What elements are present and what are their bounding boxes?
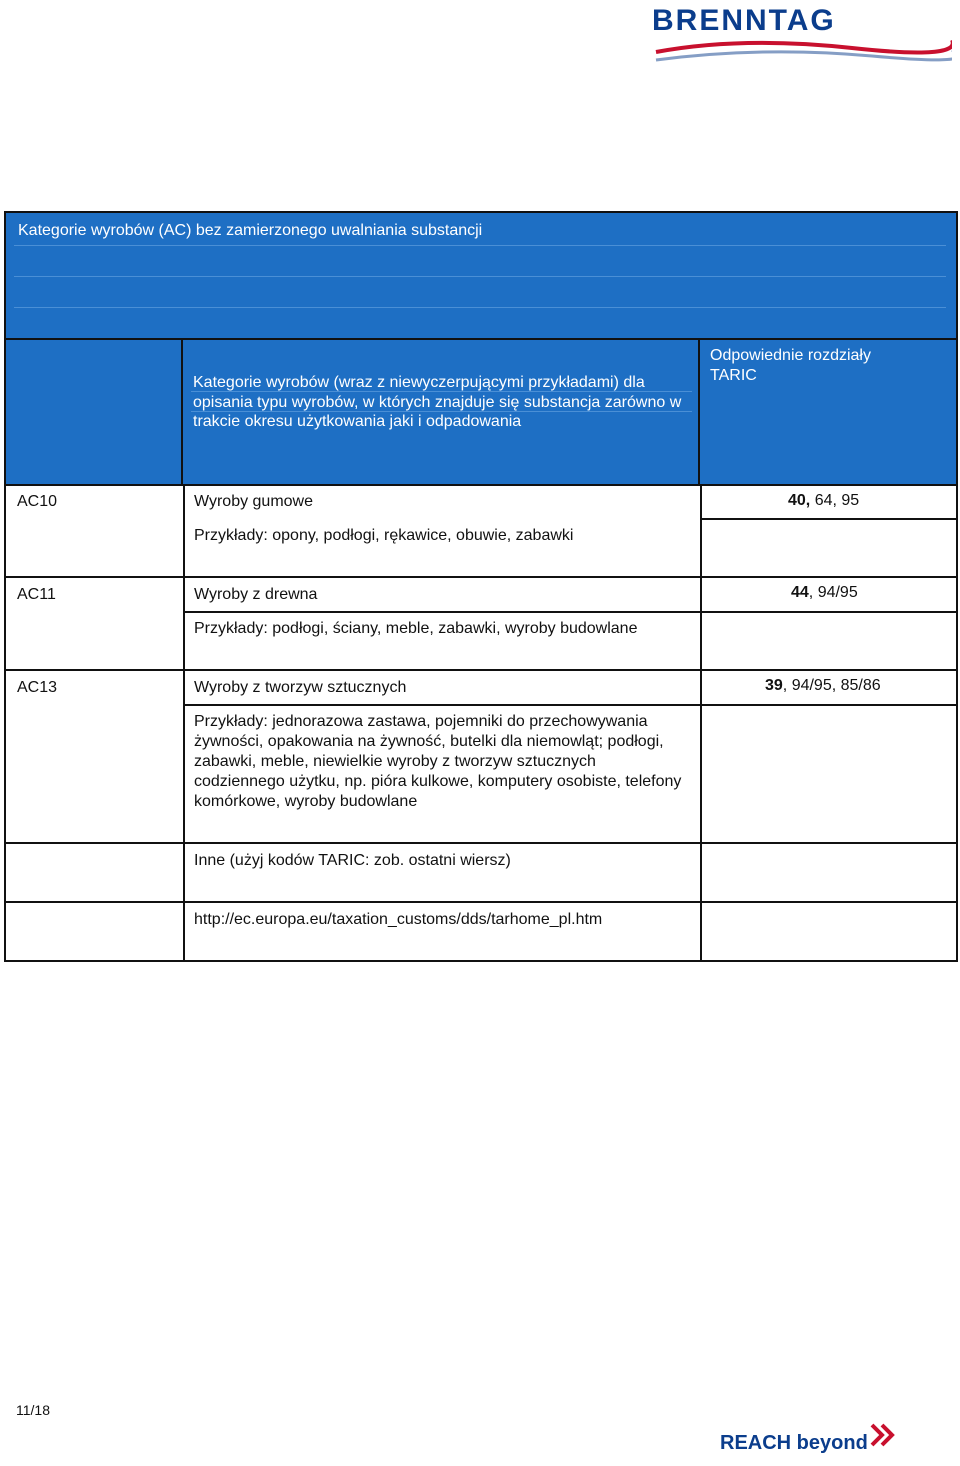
row-examples: Przykłady: podłogi, ściany, meble, zabawki, wyroby budowlane: [194, 620, 638, 637]
row-name: Wyroby gumowe: [194, 493, 314, 510]
table-title-row: [6, 213, 956, 338]
chevrons-icon: [870, 1423, 896, 1447]
row-taric: 39, 94/95, 85/86: [765, 677, 881, 694]
column-header-code: [6, 340, 183, 484]
row-code: AC10: [17, 493, 58, 510]
header-divider: [14, 307, 946, 308]
row-name: Wyroby z drewna: [194, 586, 318, 603]
taric-link[interactable]: http://ec.europa.eu/taxation_customs/dds/tarhome_pl.htm: [194, 911, 603, 928]
page-number: 11/18: [16, 1402, 50, 1418]
column-header-taric: [700, 340, 956, 484]
reach-beyond-logo-text: REACH beyond: [720, 1432, 868, 1454]
brenntag-logo-text: BRENNTAG: [652, 4, 836, 37]
table-title: Kategorie wyrobów (AC) bez zamierzonego uwalniania substancji: [18, 222, 483, 239]
reach-beyond-logo: [720, 1421, 900, 1461]
row-taric: 40, 64, 95: [788, 492, 860, 509]
other-row-text: Inne (użyj kodów TARIC: zob. ostatni wiersz): [194, 852, 511, 869]
column-header-row: [6, 338, 956, 484]
row-name: Wyroby z tworzyw sztucznych: [194, 679, 407, 696]
row-code: AC13: [17, 679, 58, 696]
row-taric: 44, 94/95: [791, 584, 858, 601]
header-divider: [14, 245, 946, 246]
column-header-description-text: Kategorie wyrobów (wraz z niewyczerpującymi przykładami) dla opisania typu wyrobów, w których znajduje się substancja zarówno w trakcie okresu użytkowania jaki i odpadowania: [193, 374, 682, 430]
row-code: AC11: [17, 586, 56, 603]
column-header-description: [183, 340, 700, 484]
header-divider: [14, 276, 946, 277]
ac-categories-table: [4, 211, 958, 962]
brenntag-logo: [652, 4, 952, 68]
row-examples: Przykłady: jednorazowa zastawa, pojemniki do przechowywania żywności, opakowania na żywność, butelki dla niemowląt; podłogi, zabawki, meble, niewielkie wyroby z tworzyw sztucznych codziennego użytku, np. pióra kulkowe, komputery osobiste, telefony komórkowe, wyroby budowlane: [194, 713, 682, 810]
row-examples: Przykłady: opony, podłogi, rękawice, obuwie, zabawki: [194, 527, 574, 544]
column-header-taric-text: Odpowiednie rozdziały TARIC: [710, 347, 871, 384]
